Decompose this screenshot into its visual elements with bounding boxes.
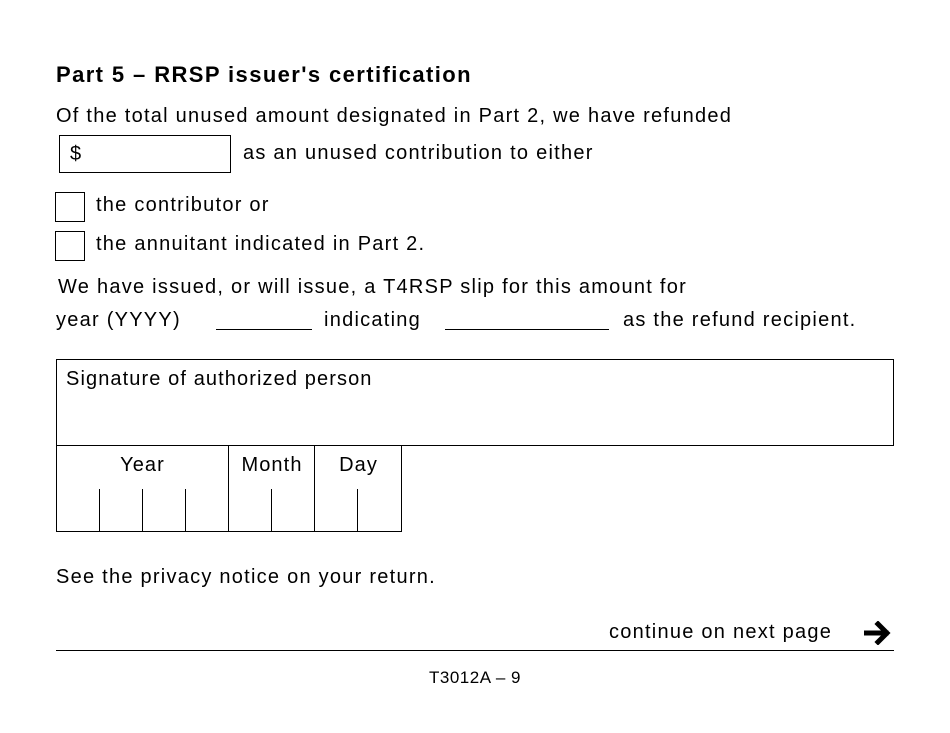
year-label: Year xyxy=(120,454,165,476)
continue-text: continue on next page xyxy=(609,621,833,643)
year-digit-3[interactable] xyxy=(143,489,185,531)
privacy-notice: See the privacy notice on your return. xyxy=(56,566,436,588)
contributor-option-label: the contributor or xyxy=(96,194,270,216)
refund-recipient-blank[interactable] xyxy=(445,329,609,330)
slip-year-blank[interactable] xyxy=(216,329,312,330)
slip-year-label: year (YYYY) xyxy=(56,309,181,331)
year-digit-1[interactable] xyxy=(57,489,99,531)
date-divider xyxy=(314,446,315,531)
year-digit-2[interactable] xyxy=(100,489,142,531)
intro-text: Of the total unused amount designated in Part 2, we have refunded xyxy=(56,105,733,127)
annuitant-option-label: the annuitant indicated in Part 2. xyxy=(96,233,426,255)
signature-box[interactable] xyxy=(56,359,894,446)
signature-label: Signature of authorized person xyxy=(66,368,373,390)
footer-rule xyxy=(56,650,894,651)
day-digit-2[interactable] xyxy=(358,489,401,531)
contributor-checkbox[interactable] xyxy=(55,192,85,222)
section-title: Part 5 – RRSP issuer's certification xyxy=(56,62,472,87)
date-divider xyxy=(228,446,229,531)
arrow-right-icon xyxy=(864,621,892,645)
currency-symbol: $ xyxy=(70,142,82,165)
amount-suffix-text: as an unused contribution to either xyxy=(243,142,594,164)
annuitant-checkbox[interactable] xyxy=(55,231,85,261)
day-label: Day xyxy=(339,454,378,476)
page-number: T3012A – 9 xyxy=(429,668,521,687)
refund-amount-input[interactable] xyxy=(81,143,215,166)
month-digit-1[interactable] xyxy=(230,489,271,531)
refund-amount-field[interactable] xyxy=(59,135,231,173)
slip-recipient-text: as the refund recipient. xyxy=(623,309,857,331)
day-digit-1[interactable] xyxy=(316,489,357,531)
year-digit-4[interactable] xyxy=(186,489,228,531)
continue-link[interactable] xyxy=(609,621,832,644)
month-label: Month xyxy=(241,454,303,476)
month-digit-2[interactable] xyxy=(272,489,314,531)
date-box xyxy=(56,445,402,532)
slip-indicating-text: indicating xyxy=(324,309,422,331)
slip-statement-text: We have issued, or will issue, a T4RSP slip for this amount for xyxy=(58,276,687,298)
